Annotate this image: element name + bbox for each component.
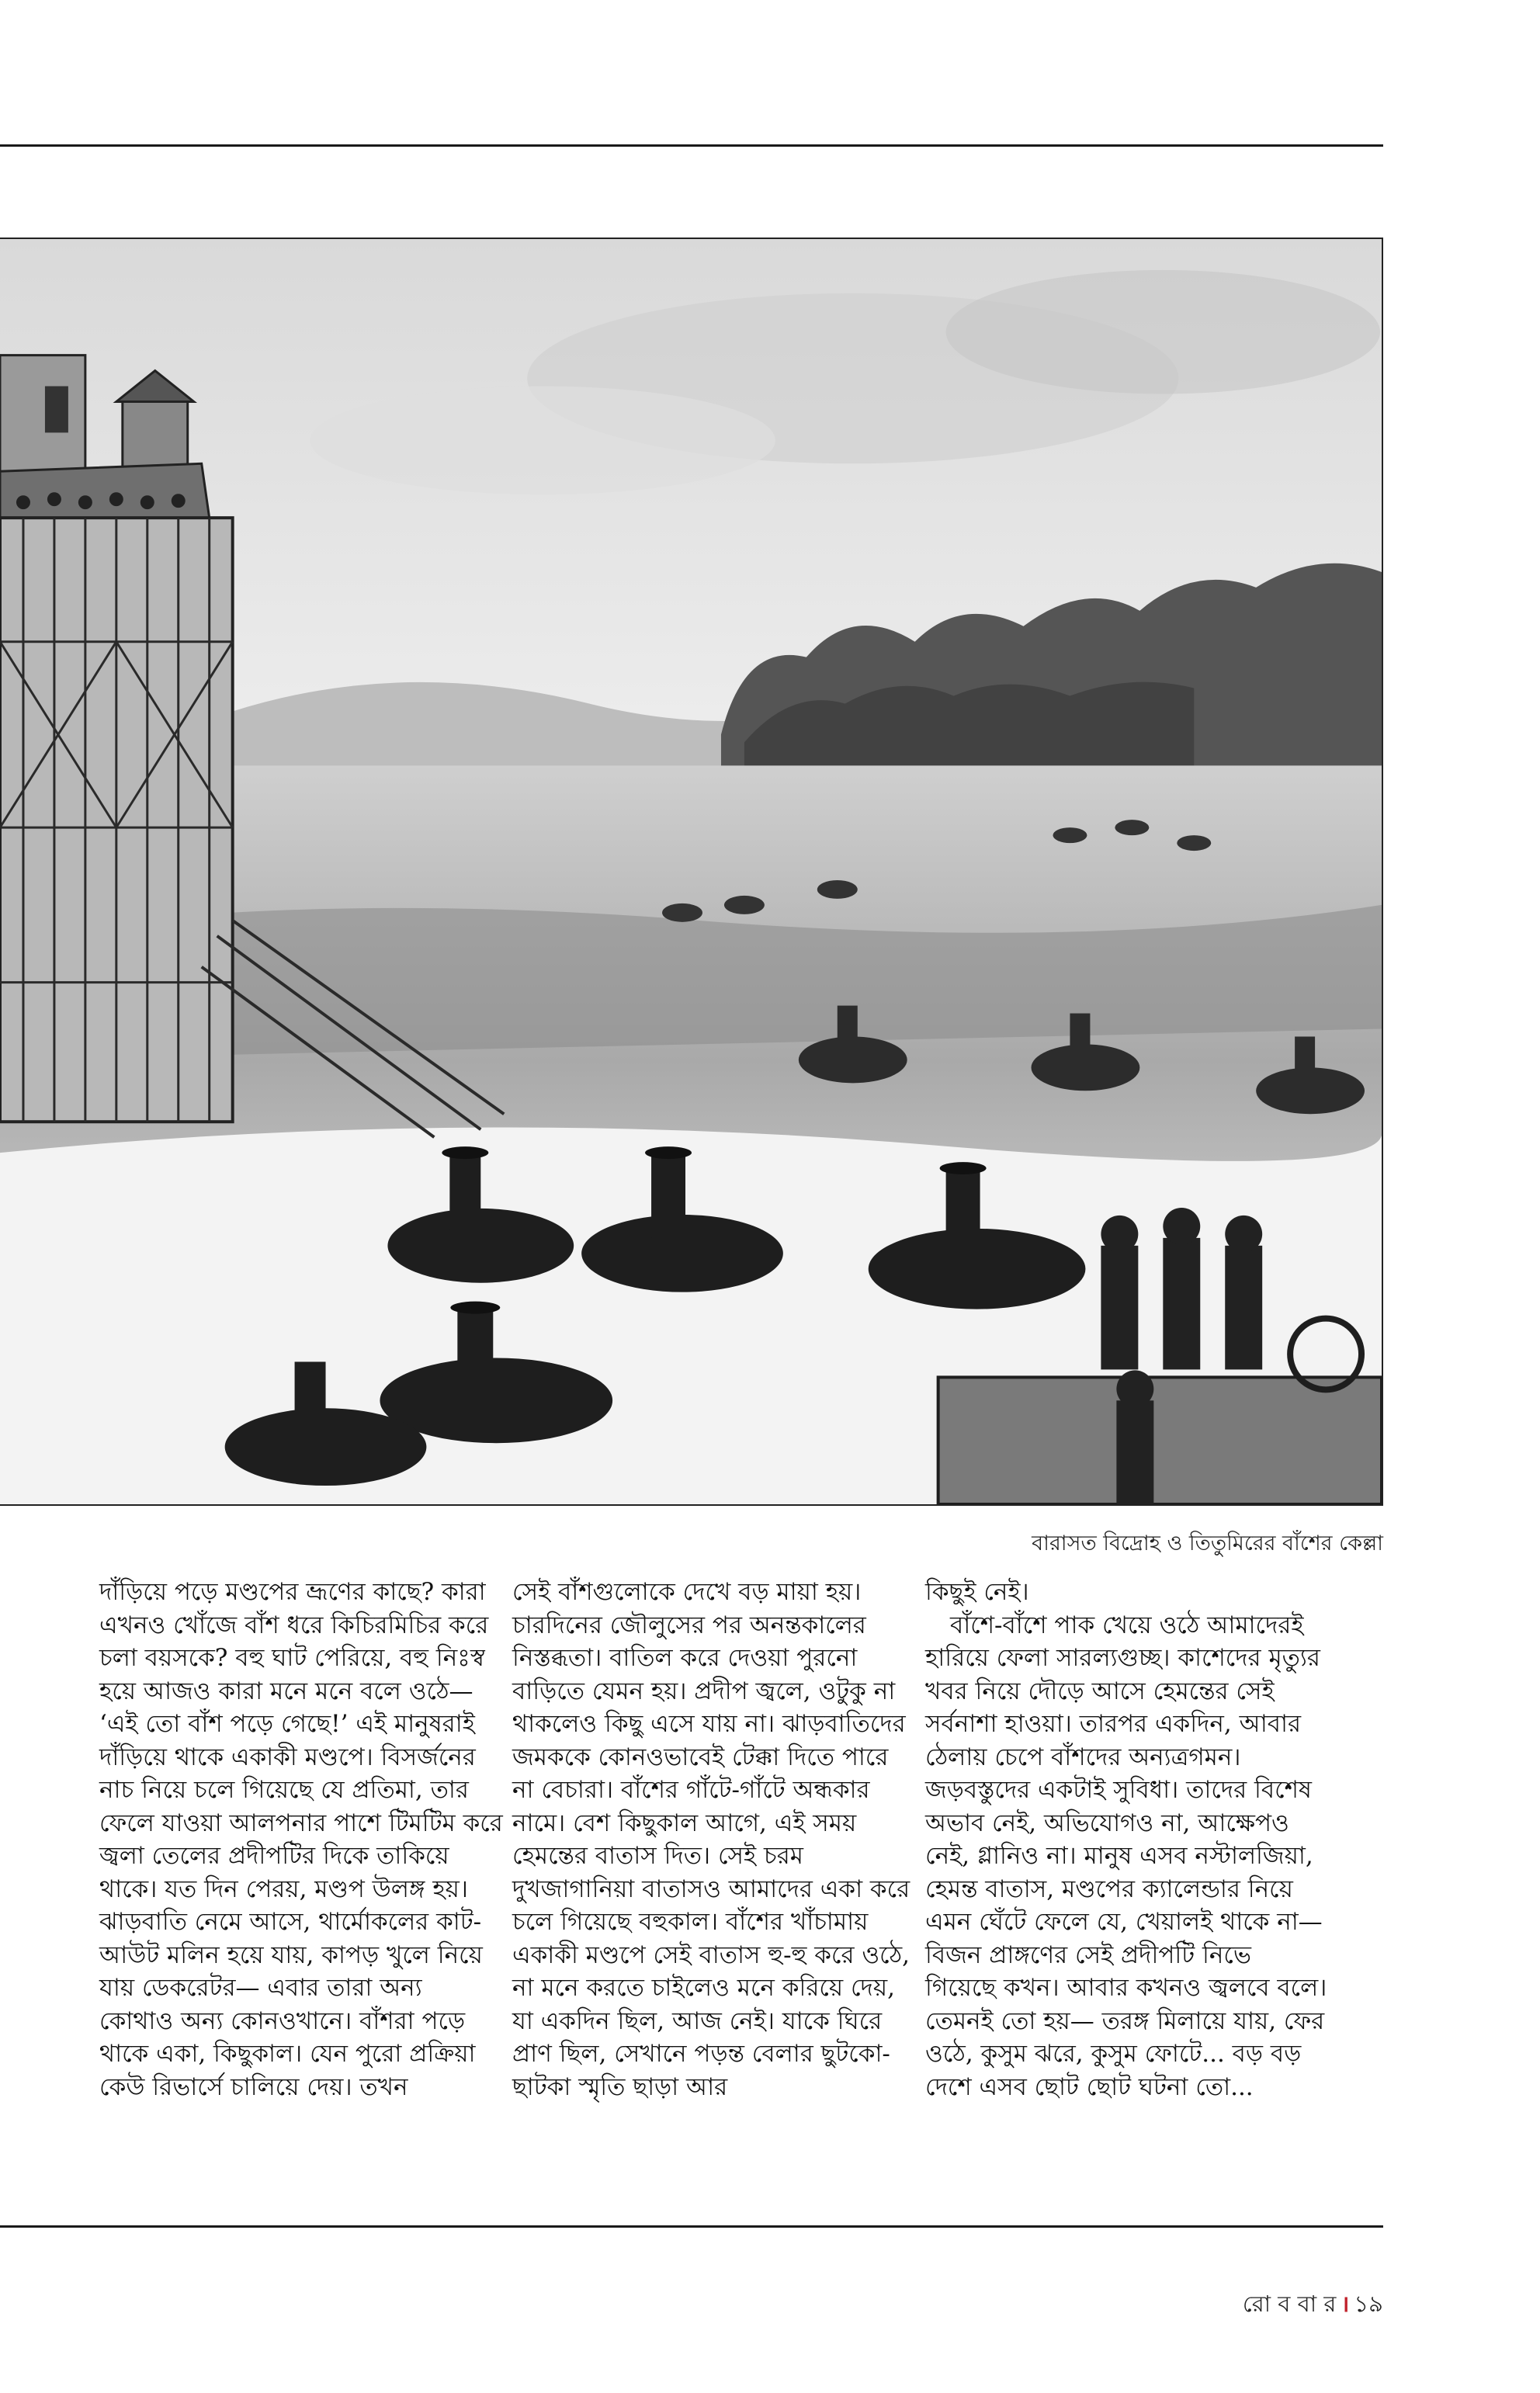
article-paragraph: সেই বাঁশগুলোকে দেখে বড় মায়া হয়। চারদিনের জৌলুসের পর অনন্তকালের নিস্তব্ধতা। বাতিল করে দেওয়া পুরনো বাড়িতে যেমন হয়। প্রদীপ জ্বলে, ওটুকু না থাকলেও কিছু এসে যায় না। ঝাড়বাতিদের জমককে কোনওভাবেই টেক্কা দিতে পারে না বেচারা। বাঁশের গাঁটে-গাঁটে অন্ধকার নামে। বেশ কিছুকাল আগে, এই সময় হেমন্তের বাতাস দিত। সেই চরম দুখজাগানিয়া বাতাসও আমাদের একা করে চলে গিয়েছে বহুকাল। বাঁশের খাঁচামায় একাকী মণ্ডপে সেই বাতাস হু-হু করে ওঠে, না মনে করতে চাইলেও মনে করিয়ে দেয়, যা একদিন ছিল, আজ নেই। যাকে ঘিরে প্রাণ ছিল, সেখানে পড়ন্ত বেলার ছুটকো-ছাটকা স্মৃতি ছাড়া আর (512, 1578, 910, 2101)
footer-separator: । (1341, 2291, 1350, 2317)
top-rule (0, 144, 1383, 147)
article-column-1 (99, 1576, 503, 2103)
article-paragraph: বাঁশে-বাঁশে পাক খেয়ে ওঠে আমাদেরই হারিয়ে ফেলা সারল্যগুচ্ছ। কাশেদের মৃত্যুর খবর নিয়ে দৌড়ে আসে হেমন্তের সেই সর্বনাশা হাওয়া। তারপর একদিন, আবার ঠেলায় চেপে বাঁশদের অন্যত্রগমন। জড়বস্তুদের একটাই সুবিধা। তাদের বিশেষ অভাব নেই, অভিযোগও না, আক্ষেপও নেই, গ্লানিও না। মানুষ এসব নস্টালজিয়া, হেমন্ত বাতাস, মণ্ডপের ক্যালেন্ডার নিয়ে এমন ঘেঁটে ফেলে যে, খেয়ালই থাকে না— বিজন প্রাঙ্গণের সেই প্রদীপটি নিভে গিয়েছে কখন। আবার কখনও জ্বলবে বলে। তেমনই তো হয়— তরঙ্গ মিলায়ে যায়, ফের ওঠে, কুসুম ঝরে, কুসুম ফোটে... বড় বড় দেশে এসব ছোট ছোট ঘটনা তো... (925, 1611, 1327, 2101)
page-footer (1243, 2287, 1383, 2325)
bamboo-fort-battle-illustration-icon (0, 239, 1382, 1504)
article-column-3 (925, 1576, 1329, 2103)
article-paragraph: দাঁড়িয়ে পড়ে মণ্ডপের ভ্রূণের কাছে? কারা এখনও খোঁজে বাঁশ ধরে কিচিরমিচির করে চলা বয়সকে? বহু ঘাট পেরিয়ে, বহু নিঃস্ব হয়ে আজও কারা মনে মনে বলে ওঠে— ‘এই তো বাঁশ পড়ে গেছে!’ এই মানুষরাই দাঁড়িয়ে থাকে একাকী মণ্ডপে। বিসর্জনের নাচ নিয়ে চলে গিয়েছে যে প্রতিমা, তার ফেলে যাওয়া আলপনার পাশে টিমটিম করে জ্বলা তেলের প্রদীপটির দিকে তাকিয়ে থাকে। যত দিন পেরয়, মণ্ডপ উলঙ্গ হয়। ঝাড়বাতি নেমে আসে, থার্মোকলের কাট-আউট মলিন হয়ে যায়, কাপড় খুলে নিয়ে যায় ডেকরেটর— এবার তারা অন্য কোথাও অন্য কোনওখানে। বাঁশরা পড়ে থাকে একা, কিছুকাল। যেন পুরো প্রক্রিয়া কেউ রিভার্সে চালিয়ে দেয়। তখন (99, 1578, 503, 2101)
bottom-rule (0, 2225, 1383, 2228)
figure-caption: বারাসত বিদ্রোহ ও তিতুমিরের বাঁশের কেল্লা (1032, 1531, 1383, 1555)
article-column-2 (512, 1576, 916, 2103)
article-paragraph: কিছুই নেই। (925, 1578, 1029, 1606)
publication-name: রো ব বা র (1242, 2291, 1337, 2317)
page-number: ১৯ (1354, 2291, 1383, 2317)
bamboo-fort-illustration (0, 238, 1383, 1506)
